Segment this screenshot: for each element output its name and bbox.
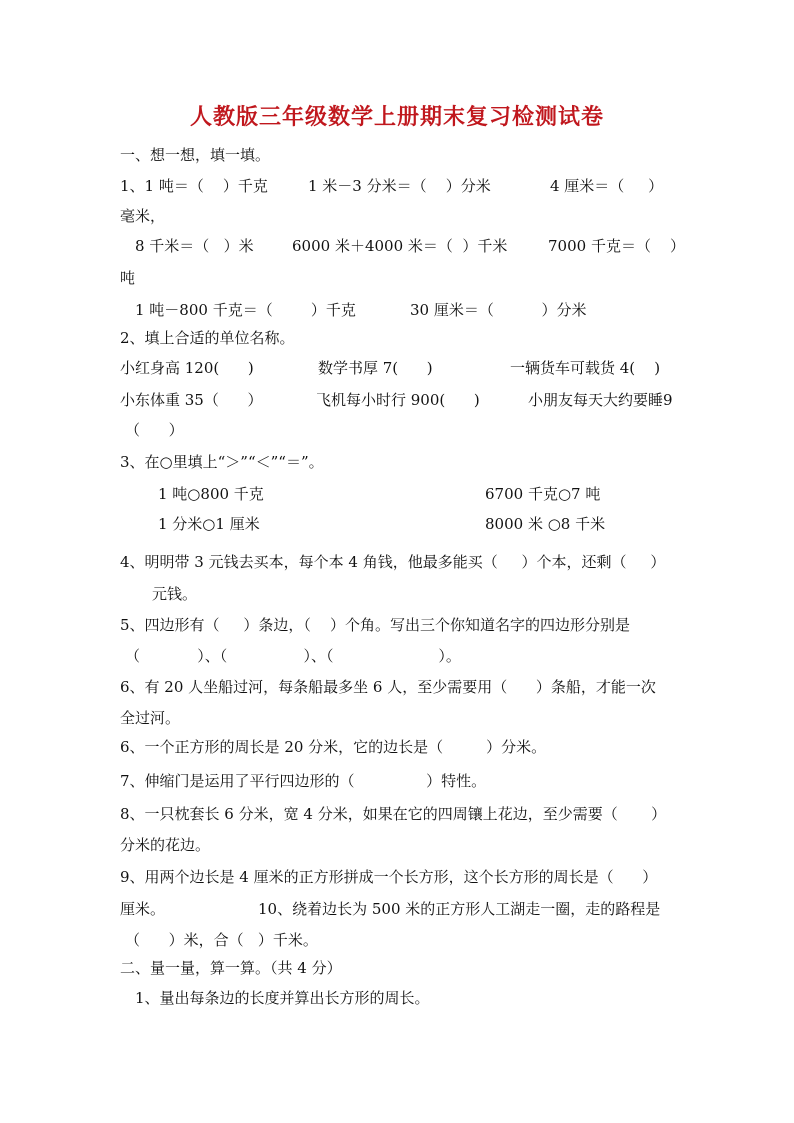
q6b-line: 6、一个正方形的周长是 20 分米，它的边长是（ ）分米。 (120, 738, 547, 756)
q8-line1: 8、一只枕套长 6 分米，宽 4 分米，如果在它的四周镶上花边，至少需要（ ） (120, 805, 667, 823)
q8-line2: 分米的花边。 (120, 836, 211, 854)
q1-line1-b: 1 米－3 分米＝（ ）分米 (308, 177, 491, 195)
q1-line3-b: 30 厘米＝（ ）分米 (410, 301, 587, 319)
q10-line2: （ ）米，合（ ）千米。 (125, 931, 318, 949)
q2-item-b: 数学书厚 7( ) (318, 359, 433, 377)
q2-item-f: 小朋友每天大约要睡9 (528, 391, 673, 409)
q4-line1: 4、明明带 3 元钱去买本，每个本 4 角钱，他最多能买（ ）个本，还剩（ ） (120, 553, 666, 571)
q2-item-c: 一辆货车可载货 4( ) (510, 359, 661, 377)
q6a-line1: 6、有 20 人坐船过河，每条船最多坐 6 人，至少需要用（ ）条船，才能一次 (120, 678, 656, 696)
q10-line1: 10、绕着边长为 500 米的正方形人工湖走一圈，走的路程是 (258, 900, 661, 918)
q3-heading: 3、在○里填上“＞”“＜”“＝”。 (120, 453, 324, 471)
q1-line2-b: 6000 米＋4000 米＝（ ）千米 (292, 237, 508, 255)
exam-title: 人教版三年级数学上册期末复习检测试卷 (189, 104, 604, 130)
q6a-line2: 全过河。 (120, 709, 181, 727)
q9-line2-a: 厘米。 (120, 900, 166, 918)
q2-item-g: （ ） (125, 421, 184, 439)
q3-item-d: 8000 米 ○8 千米 (485, 515, 606, 533)
section2-q1: 1、量出每条边的长度并算出长方形的周长。 (135, 989, 430, 1007)
q3-item-b: 6700 千克○7 吨 (485, 485, 601, 503)
q2-item-e: 飞机每小时行 900( ) (316, 391, 480, 409)
q2-heading: 2、填上合适的单位名称。 (120, 329, 295, 347)
q1-line1-a: 1、1 吨＝（ ）千克 (120, 177, 268, 195)
q9-line1: 9、用两个边长是 4 厘米的正方形拼成一个长方形，这个长方形的周长是（ ） (120, 868, 658, 886)
q2-item-d: 小东体重 35（ ） (120, 391, 263, 409)
q3-item-a: 1 吨○800 千克 (158, 485, 264, 503)
section1-heading: 一、想一想，填一填。 (120, 146, 271, 164)
q2-item-a: 小红身高 120( ) (120, 359, 254, 377)
q5-line2: （ ）、（ ）、（ ）。 (125, 647, 461, 665)
section2-heading: 二、量一量，算一算。（共 4 分） (120, 959, 342, 977)
q1-line1-c: 4 厘米＝（ ） (550, 177, 664, 195)
q4-line2: 元钱。 (152, 585, 198, 603)
q7-line: 7、伸缩门是运用了平行四边形的（ ）特性。 (120, 772, 487, 790)
q1-line2-d: 吨 (120, 269, 136, 287)
q1-line1-d: 毫米， (120, 207, 166, 225)
q1-line2-c: 7000 千克＝（ ） (548, 237, 686, 255)
q1-line2-a: 8 千米＝（ ）米 (135, 237, 254, 255)
q3-item-c: 1 分米○1 厘米 (158, 515, 260, 533)
q1-line3-a: 1 吨－800 千克＝（ ）千克 (135, 301, 356, 319)
q5-line1: 5、四边形有（ ）条边，（ ）个角。写出三个你知道名字的四边形分别是 (120, 616, 630, 634)
